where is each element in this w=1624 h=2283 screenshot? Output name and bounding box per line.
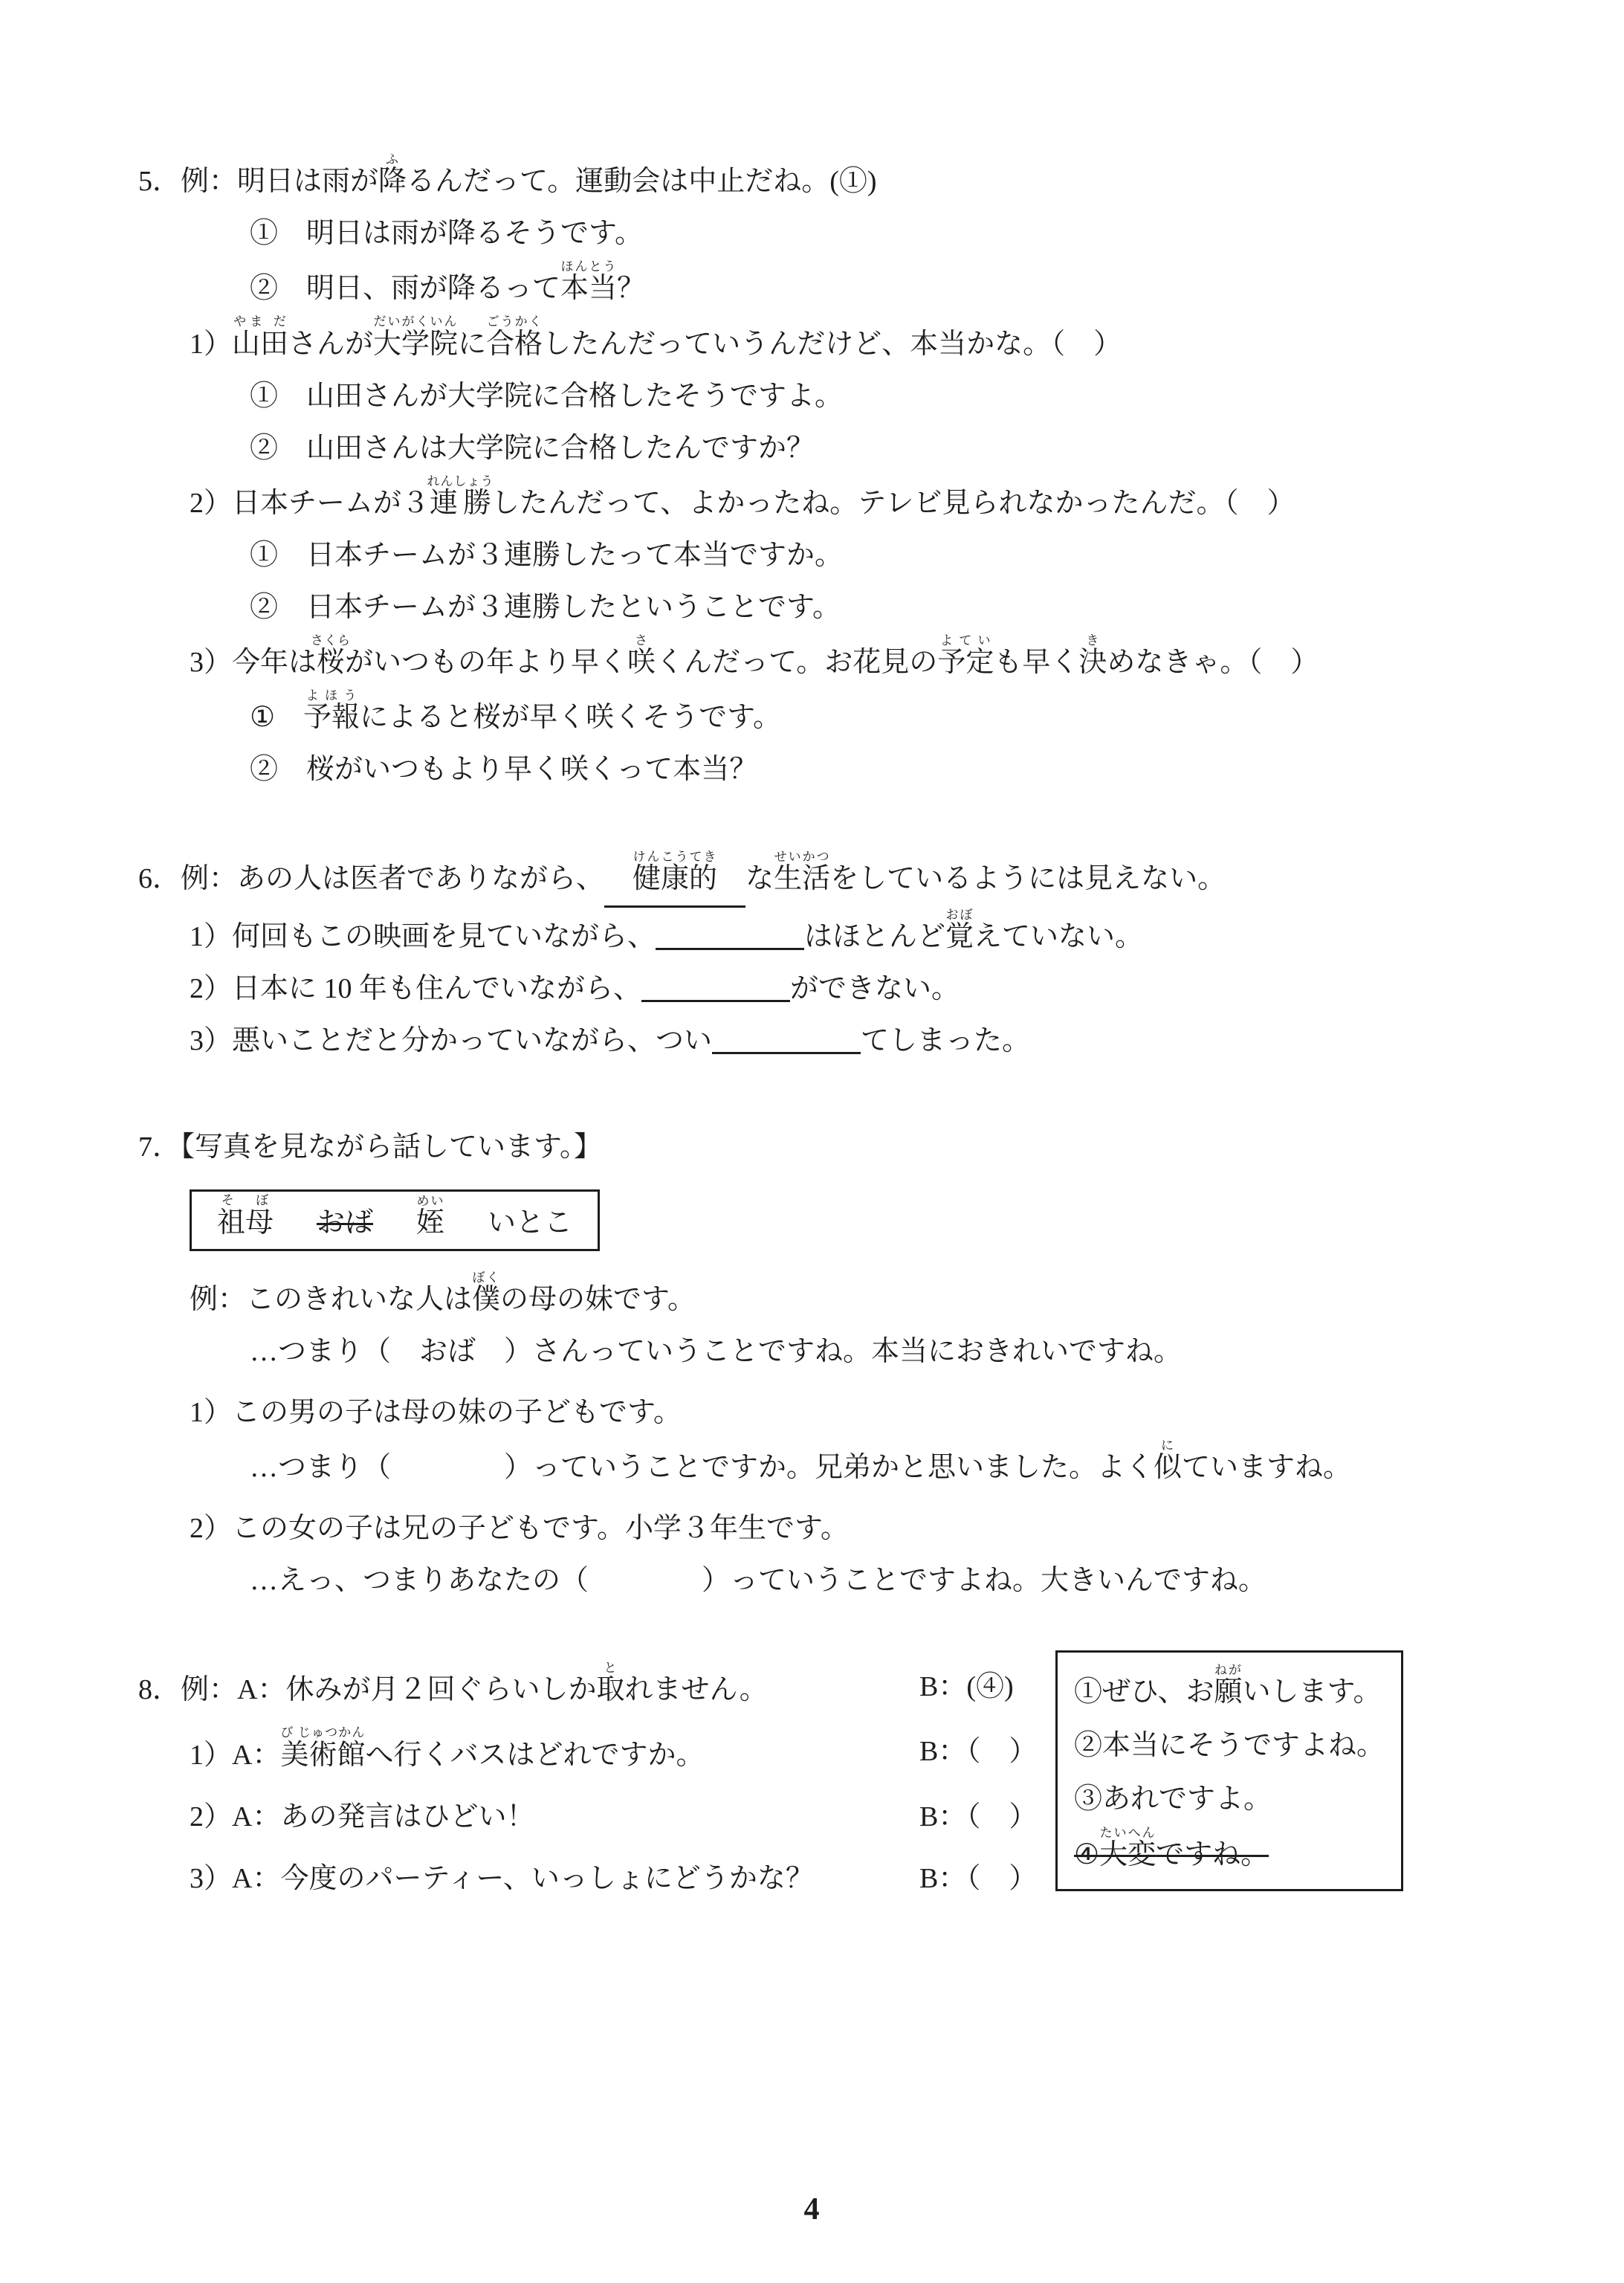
s7-item-1-line: 1）この男の子は母の妹の子どもです。 bbox=[190, 1397, 682, 1428]
fill-in-blank bbox=[712, 1019, 861, 1054]
s7-example-reply: …つまり（ おば ）さんっていうことですね。本当におきれいですね。 bbox=[250, 1336, 1183, 1367]
ruby-annotated-word: 大変たいへん bbox=[1099, 1826, 1156, 1870]
s5-item-1-option-1: ① 山田さんが大学院に合格したそうですよ。 bbox=[250, 381, 844, 412]
s5-item-2-option-2: ② 日本チームが３連勝したということです。 bbox=[250, 592, 841, 623]
ruby-annotated-word: 生活せいかつ bbox=[774, 850, 831, 894]
ruby-annotated-word: 僕ぼく bbox=[472, 1270, 501, 1315]
s7-example-line: 例：このきれいな人は僕ぼくの母の妹です。 bbox=[190, 1270, 696, 1315]
s5-item-2-question: 2）日本チームが３連勝れんしょうしたんだって、よかったね。テレビ見られなかったんだ。（ ） bbox=[190, 474, 1295, 519]
s5-example-option-1: ① 明日は雨が降るそうです。 bbox=[250, 218, 643, 249]
underlined-text bbox=[604, 850, 745, 908]
ruby-annotated-word: 願ねが bbox=[1214, 1663, 1243, 1708]
s8-example-row bbox=[138, 1661, 1553, 1716]
s7-item-1-reply: …つまり（ ）っていうことですか。兄弟かと思いました。よく似にていますね。 bbox=[250, 1438, 1352, 1483]
s8-item-1-row bbox=[138, 1725, 1553, 1781]
section-5-header: 5．例：明日は雨が降ふるんだって。運動会は中止だね。(①) bbox=[138, 152, 877, 197]
answer-choice-1: ①ぜひ、お願ねがいします。 bbox=[1074, 1663, 1382, 1708]
ruby-annotated-word: 大学院だいがくいん bbox=[373, 314, 459, 360]
s7-item-2-line: 2）この女の子は兄の子どもです。小学３年生です。 bbox=[190, 1513, 849, 1544]
s5-item-3-option-1: ① 予報よほうによると桜が早く咲くそうです。 bbox=[250, 688, 782, 733]
fill-in-blank bbox=[656, 915, 804, 950]
s8-example-answer-slot: B：(④) bbox=[919, 1671, 1014, 1702]
s5-item-3-question: 3）今年は桜さくらがいつもの年より早く咲さくんだって。お花見の予定よていも早く決きめなきゃ。（ ） bbox=[190, 633, 1319, 678]
section-6-header: 6．例：あの人は医者でありながら、 健康的けんこうてき な生活せいかつをしているようには見えない。 bbox=[138, 850, 1553, 908]
s7-item-2-reply: …えっ、つまりあなたの（ ）っていうことですよね。大きいんですね。 bbox=[250, 1565, 1267, 1596]
s6-item-3: 3）悪いことだと分かっていながら、つい てしまった。 bbox=[138, 1015, 1553, 1067]
answer-choice-2: ②本当にそうですよね。 bbox=[1074, 1730, 1385, 1761]
ruby-annotated-word: 降ふ bbox=[378, 152, 407, 197]
ruby-annotated-word: 決き bbox=[1078, 633, 1107, 678]
ruby-annotated-word: 美術館び じゅつかん bbox=[280, 1725, 366, 1771]
section-6 bbox=[138, 850, 1553, 1067]
section-5 bbox=[138, 152, 1553, 795]
vocab-word-itoko: いとこ bbox=[488, 1207, 573, 1239]
s5-item-2-option-1: ① 日本チームが３連勝したって本当ですか。 bbox=[250, 540, 844, 571]
ruby-annotated-word: 咲さ bbox=[627, 633, 656, 678]
s5-item-3-option-2: ② 桜がいつもより早く咲くって本当？ bbox=[250, 754, 758, 785]
s8-example-question: 8．例：A：休みが月２回ぐらいしか取とれません。 bbox=[138, 1661, 768, 1705]
page-number: 4 bbox=[803, 2192, 821, 2227]
ruby-annotated-word: 山田やま だ bbox=[232, 314, 289, 360]
ruby-annotated-word: 桜さくら bbox=[311, 633, 352, 678]
s5-item-1-question: 1）山田やま ださんが大学院だいがくいんに合格ごうかくしたんだっていうんだけど、本当かな。（ ） bbox=[190, 314, 1122, 360]
s8-item-3-answer-slot: B：（ ） bbox=[919, 1863, 1038, 1894]
ruby-annotated-word: 祖母そ ぼ bbox=[217, 1193, 274, 1239]
s5-example-option-2: ② 明日、雨が降るって本当ほんとう？ bbox=[250, 259, 646, 304]
ruby-annotated-word: 健康的けんこうてき bbox=[633, 850, 718, 894]
vocab-word-oba bbox=[317, 1203, 373, 1243]
s6-item-1: 1）何回もこの映画を見ていながら、 はほとんど覚おぼえていない。 bbox=[190, 908, 1144, 952]
vocab-word-mei bbox=[416, 1194, 444, 1243]
s5-item-1-option-2: ② 山田さんは大学院に合格したんですか？ bbox=[250, 433, 815, 464]
ruby-annotated-word: 覚おぼ bbox=[945, 908, 974, 952]
s8-item-3-question: 3）A：今度のパーティー、いっしょにどうかな？ bbox=[190, 1863, 814, 1894]
s8-item-1-question: 1）A：美術館び じゅつかんへ行くバスはどれですか。 bbox=[190, 1725, 705, 1771]
s8-item-1-answer-slot: B：（ ） bbox=[919, 1736, 1038, 1767]
ruby-annotated-word: 取と bbox=[596, 1661, 625, 1705]
section-8 bbox=[138, 1661, 1553, 1905]
vocab-word-sobo bbox=[217, 1193, 274, 1243]
ruby-annotated-word: 予定よてい bbox=[937, 633, 994, 678]
s8-item-2-row bbox=[138, 1791, 1553, 1843]
ruby-annotated-word: 予報よほう bbox=[303, 688, 360, 733]
ruby-annotated-word: 似に bbox=[1154, 1438, 1183, 1483]
ruby-annotated-word: 連勝れんしょう bbox=[427, 474, 494, 519]
answer-choice-3: ③あれですよ。 bbox=[1074, 1783, 1272, 1815]
section-7 bbox=[138, 1121, 1553, 1607]
ruby-annotated-word: 本当ほんとう bbox=[560, 259, 618, 304]
s8-item-2-answer-slot: B：（ ） bbox=[919, 1801, 1038, 1832]
fill-in-blank bbox=[641, 967, 790, 1002]
struck-text: ④大変たいへんですね。 bbox=[1074, 1826, 1269, 1870]
s8-item-2-question: 2）A：あの発言はひどい！ bbox=[190, 1801, 535, 1832]
vocabulary-box bbox=[190, 1189, 600, 1251]
s8-item-3-row bbox=[138, 1853, 1553, 1905]
s6-item-2: 2）日本に 10 年も住んでいながら、 ができない。 bbox=[138, 963, 1553, 1015]
ruby-annotated-word: 姪めい bbox=[416, 1194, 445, 1239]
ruby-annotated-word: 合格ごうかく bbox=[486, 314, 543, 360]
section-7-header: 7．【写真を見ながら話しています。】 bbox=[138, 1131, 602, 1163]
struck-text: おば bbox=[317, 1207, 374, 1239]
